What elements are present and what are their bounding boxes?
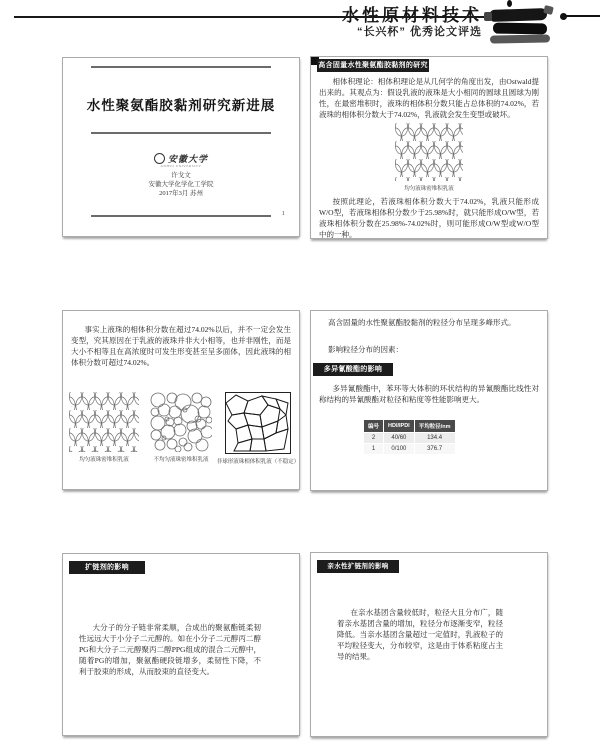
table-row [364,444,455,454]
packed-circles-icon [69,392,139,452]
slide1-date-place: 2017年3月 苏州 [159,190,203,197]
polygon-cells-icon [225,392,291,454]
slide-4-polyisocyanate-effect [310,310,548,491]
slide4-header-bar: 多异氰酸酯的影响 [313,363,393,376]
stamp-dot [507,0,512,7]
slide5-header-bar: 扩链剂的影响 [69,561,145,574]
slide3-caption-3: 非球形液珠相体积乳液（不稳定） [216,459,300,465]
slide-5-chain-extender-effect [62,553,300,736]
slide-1-title [62,57,300,237]
slide1-rule-mid [91,132,271,134]
table-header-cell: 平均粒径/nm [415,420,455,432]
uniform-packed-droplets-figure [395,123,463,181]
table-cell: 0/100 [384,444,414,454]
seal-ring-icon [154,153,165,164]
nonuniform-droplets-figure [144,392,218,465]
slide2-header-bar: 高含固量水性聚氨酯胶黏剂的研究 [317,59,429,72]
slide2-paragraph-2: 按照此理论，若液珠相体积分数大于74.02%，乳液只能形成W/O型，若液珠相体积分数少于25.98%时，就只能形成O/W型，若液珠相体积分数在25.98%-74.02%时，则可能形成O/W型或W/O型中的一种。 [319,197,539,239]
table-cell: 376.7 [415,444,455,454]
slide3-caption-2: 不均匀液珠密堆积乳液 [153,457,209,463]
table-row [364,433,455,443]
mixed-circles-icon [150,392,212,452]
polyhedral-droplets-figure [216,392,300,465]
slide1-rule-bottom [91,215,271,217]
stamp-blob [493,23,547,35]
slide1-page-number: 1 [281,210,285,217]
slide6-header-bar: 亲水性扩链剂的影响 [317,560,399,573]
slide3-caption-1: 均匀液珠密堆积乳液 [79,457,129,463]
slide2-figure-caption: 均匀液珠密堆积乳液 [404,186,454,192]
particle-size-table [363,419,456,455]
document-header-subtitle: “长兴杯” 优秀论文评选 [356,26,482,38]
slide3-paragraph: 事实上液珠的相体积分数在超过74.02%以后，并不一定会发生变型，究其原因在于乳液的液珠并非大小相等，也并非刚性，而是大小不相等且在高浓度时可发生形变甚至呈多面体，因此液珠的相体积分数可超过74.02%。 [71,325,291,367]
slide1-title: 水性聚氨酯胶黏剂研究新进展 [86,98,276,113]
stamp-blob [490,34,550,43]
slide2-paragraph-1: 相体积理论：相体积理论是从几何学的角度出发，由Ostwald提出来的。其观点为：假设乳液的液珠是大小相同的圆球且圆球为刚性，在最密堆积时，液珠的相体积分数只能占总体积的74.02%，若液珠的相体积分数大于74.02%，乳液就会发生变型或破坏。 [319,77,539,119]
table-cell: 134.4 [415,433,455,443]
slide4-factors-line: 影响粒径分布的因素： [328,345,403,354]
table-header-row [364,420,455,432]
table-cell: 40/60 [384,433,414,443]
slide1-rule-top [91,66,271,68]
slide4-paragraph: 多异氰酸酯中，苯环等大体积的环状结构的异氰酸酯比线性对称结构的异氰酸酯对粒径和粘度等性能影响更大。 [319,384,539,404]
slide3-figure-row [67,392,300,465]
header-rule [14,16,488,18]
seal-subtext: ANHUI UNIVERSITY [160,164,202,168]
ink-stamp-logo-icon [486,0,558,44]
table-cell: 2 [364,433,383,443]
slide-6-hydrophilic-extender-effect [310,552,548,737]
slide1-author: 许戈文 [171,172,191,179]
stamp-blob [489,8,547,22]
packed-circles-icon [395,123,463,181]
seal-calligraphy: 安徽大学 [167,154,208,164]
table-cell: 1 [364,444,383,454]
slide-2-phase-volume-theory [310,56,548,239]
slide6-paragraph: 在亲水基团含量较低时，粒径大且分布广，随着亲水基团含量的增加，粒径分布逐渐变窄，粒径降低。当亲水基团含量超过一定值时，乳液粒子的平均粒径变大，分布较窄，这是由于体系粘度占主导的结果。 [337,608,503,661]
slide4-intro: 高含固量的水性聚氨酯胶黏剂的粒径分布呈现多峰形式。 [328,318,516,327]
slide1-affiliation: 安徽大学化学化工学院 [148,181,214,188]
table-header-cell: 编号 [364,420,383,432]
table-header-cell: HDI/IPDI [384,420,414,432]
stamp-speckle [484,12,492,21]
header-tail-line [566,15,600,17]
uniform-droplets-figure [67,392,141,465]
slide5-paragraph: 大分子的分子链非常柔顺，合成出的聚氨酯链柔韧性远远大于小分子二元醇的。如在小分子二元醇丙二醇PG和大分子二元醇聚丙二醇PPG组成的混合二元醇中，随着PG的增加，聚氨酯硬段链增多，柔韧性下降，不利于胶束的形成，从而胶束的直径变大。 [79,623,261,676]
slide-3-droplet-packing [62,310,300,490]
